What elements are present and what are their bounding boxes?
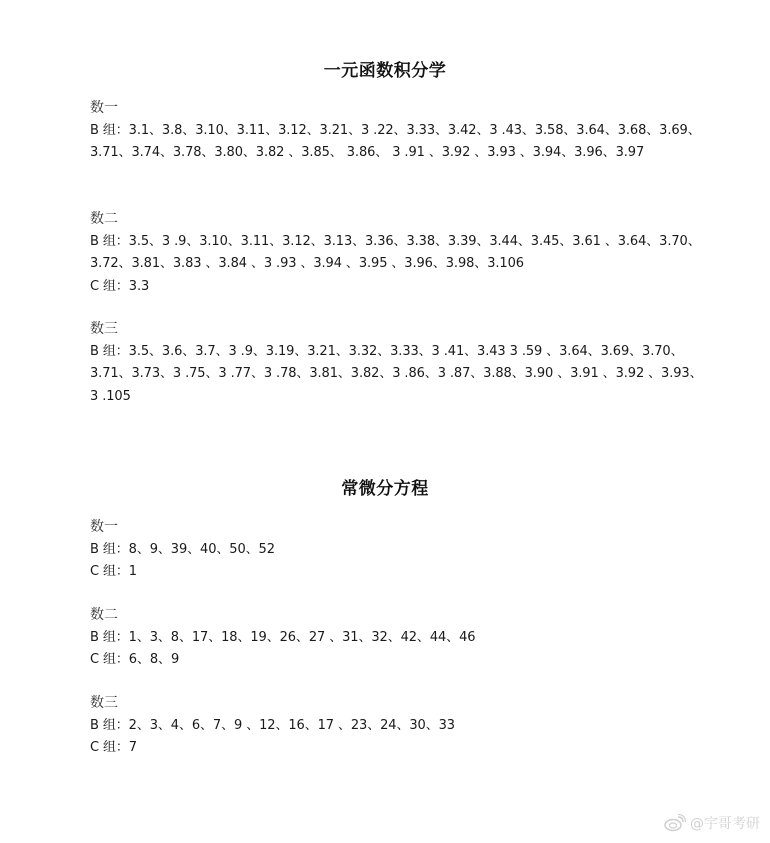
group-heading: 数二 <box>90 211 118 227</box>
group-line: B 组：8、9、39、40、50、52 <box>90 541 275 557</box>
group-line: B 组：3.5、3 .9、3.10、3.11、3.12、3.13、3.36、3.38、3.39、3.44、3.45、3.61 、3.64、3.70、 <box>90 233 701 249</box>
group-heading: 数一 <box>90 519 118 535</box>
group-line: C 组：3.3 <box>90 278 150 294</box>
group-line: 3 .105 <box>90 388 131 404</box>
watermark <box>664 813 760 833</box>
group-line: 3.71、3.73、3 .75、3 .77、3 .78、3.81、3.82、3 .86、3 .87、3.88、3.90 、3.91 、3.92 、3.93、 <box>90 366 703 381</box>
group-line: B 组：2、3、4、6、7、9 、12、16、17 、23、24、30、33 <box>90 717 455 733</box>
group-heading: 数一 <box>90 100 118 116</box>
group-line: B 组：3.1、3.8、3.10、3.11、3.12、3.21、3 .22、3.33、3.42、3 .43、3.58、3.64、3.68、3.69、 <box>90 122 701 138</box>
watermark-text: @宇哥考研 <box>690 816 760 832</box>
group-math2-ode <box>90 604 690 672</box>
group-math2-integral <box>90 208 701 298</box>
group-heading: 数三 <box>90 695 118 711</box>
group-line: C 组：1 <box>90 564 137 579</box>
section-title-integral: 一元函数积分学 <box>323 61 447 81</box>
group-math3-ode <box>90 692 690 760</box>
group-line: 3.71、3.74、3.78、3.80、3.82 、3.85、 3.86、 3 .91 、3.92 、3.93 、3.94、3.96、3.97 <box>90 145 645 160</box>
section-title-ode: 常微分方程 <box>341 479 429 499</box>
group-line: 3.72、3.81、3.83 、3.84 、3 .93 、3.94 、3.95 、3.96、3.98、3.106 <box>90 256 524 271</box>
group-line: C 组：7 <box>90 740 137 755</box>
group-heading: 数三 <box>90 321 118 337</box>
group-heading: 数二 <box>90 607 118 623</box>
group-math1-ode <box>90 516 690 584</box>
weibo-icon <box>664 814 686 832</box>
group-math1-integral <box>90 97 701 165</box>
group-line: C 组：6、8、9 <box>90 652 180 667</box>
group-math3-integral <box>90 318 703 408</box>
group-line: B 组：3.5、3.6、3.7、3 .9、3.19、3.21、3.32、3.33、3 .41、3.43 3 .59 、3.64、3.69、3.70、 <box>90 343 684 359</box>
group-line: B 组：1、3、8、17、18、19、26、27 、31、32、42、44、46 <box>90 629 476 645</box>
